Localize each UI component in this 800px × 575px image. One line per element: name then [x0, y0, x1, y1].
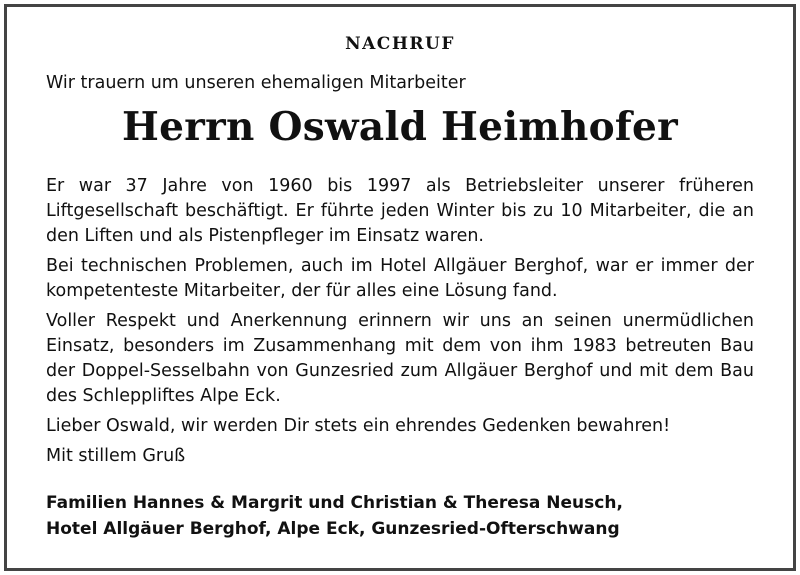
signature-block — [46, 490, 623, 542]
paragraph-career: Er war 37 Jahre von 1960 bis 1997 als Betriebsleiter unserer früheren Liftgesellschaft beschäftigt. Er führte jeden Winter bis zu 10 Mitarbeiter, die an den Liften und als Pistenpfleger im Einsatz waren. — [46, 176, 754, 246]
closing-text: Mit stillem Gruß — [46, 446, 186, 466]
paragraph-farewell: Lieber Oswald, wir werden Dir stets ein ehrendes Gedenken bewahren! — [46, 416, 671, 436]
notice-body — [46, 174, 754, 474]
intro-text: Wir trauern um unseren ehemaligen Mitarbeiter — [46, 73, 466, 93]
signature-line-families: Familien Hannes & Margrit und Christian & Theresa Neusch, — [46, 493, 623, 513]
notice-heading: NACHRUF — [345, 34, 455, 54]
signature-line-hotel: Hotel Allgäuer Berghof, Alpe Eck, Gunzesried-Ofterschwang — [46, 519, 620, 539]
paragraph-technical: Bei technischen Problemen, auch im Hotel Allgäuer Berghof, war er immer der kompetenteste Mitarbeiter, der für alles eine Lösung fand. — [46, 256, 754, 301]
deceased-name: Herrn Oswald Heimhofer — [122, 104, 678, 150]
paragraph-respect: Voller Respekt und Anerkennung erinnern wir uns an seinen unermüdlichen Einsatz, besonders im Zusammenhang mit dem von ihm 1983 betreuten Bau der Doppel-Sesselbahn von Gunzesried zum Allgäuer Berghof und mit dem Bau des Schleppliftes Alpe Eck. — [46, 311, 754, 406]
